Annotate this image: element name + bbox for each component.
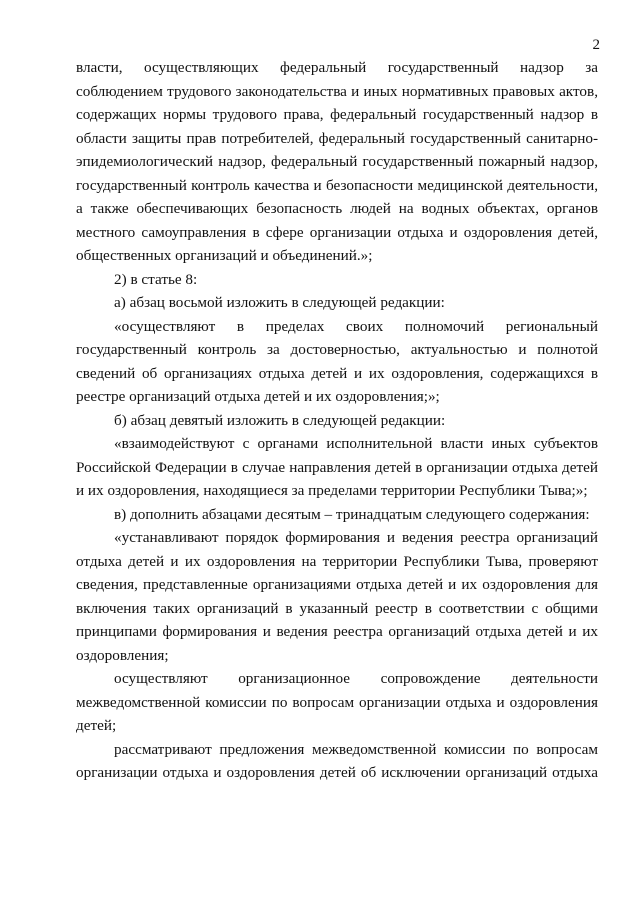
paragraph-item-2: 2) в статье 8: <box>114 270 198 288</box>
paragraph-subitem-c: в) дополнить абзацами десятым – тринадцатым следующего содержания: <box>114 505 590 523</box>
paragraph-quote-c3: рассматривают предложения межведомственной комиссии по вопросам организации отдыха и оздоровления детей об исключении организаций отдыха <box>76 740 598 781</box>
paragraph-quote-b: «взаимодействуют с органами исполнительной власти иных субъектов Российской Федерации в случае направления детей в организации отдыха детей и их оздоровления, находящиеся за пределами территории Республики Тыва;»; <box>76 435 598 499</box>
document-body <box>76 56 598 785</box>
paragraph-quote-c1: «устанавливают порядок формирования и ведения реестра организаций отдыха детей и их оздоровления на территории Республики Тыва, проверяют сведения, представленные организациями отдыха детей и их оздоровления для включения таких организаций в указанный реестр в соответствии с общими принципами формирования и ведения реестра организаций отдыха детей и их оздоровления; <box>76 529 598 664</box>
paragraph-continuation: власти, осуществляющих федеральный государственный надзор за соблюдением трудового законодательства и иных нормативных правовых актов, содержащих нормы трудового права, федеральный государственный надзор в области защиты прав потребителей, федеральный государственный санитарно-эпидемиологический надзор, федеральный государственный пожарный надзор, государственный контроль качества и безопасности медицинской деятельности, а также обеспечивающих безопасность людей на водных объектах, органов местного самоуправления в сфере организации отдыха и оздоровления детей, общественных организаций и объединений.»; <box>76 59 598 264</box>
page-number: 2 <box>592 37 600 53</box>
paragraph-subitem-a: а) абзац восьмой изложить в следующей редакции: <box>114 294 445 311</box>
paragraph-quote-c2: осуществляют организационное сопровождение деятельности межведомственной комиссии по вопросам организации отдыха и оздоровления детей; <box>76 670 598 734</box>
paragraph-quote-a: «осуществляют в пределах своих полномочий региональный государственный контроль за достоверностью, актуальностью и полнотой сведений об организациях отдыха детей и их оздоровления, содержащихся в реестре организаций отдыха детей и их оздоровления;»; <box>76 317 598 405</box>
paragraph-subitem-b: б) абзац девятый изложить в следующей редакции: <box>114 411 446 429</box>
